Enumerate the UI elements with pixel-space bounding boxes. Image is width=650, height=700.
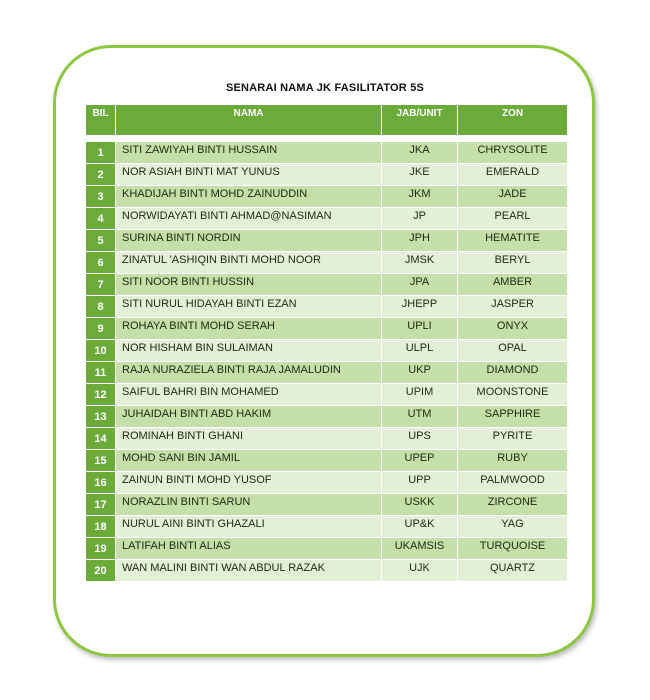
row-department: JKA — [382, 142, 458, 164]
header-jab-unit: JAB/UNIT — [382, 105, 458, 135]
table-row — [86, 494, 567, 516]
row-zone: BERYL — [458, 252, 567, 274]
row-zone: JASPER — [458, 296, 567, 318]
table-row — [86, 164, 567, 186]
row-zone: PALMWOOD — [458, 472, 567, 494]
row-name: ROMINAH BINTI GHANI — [116, 428, 382, 450]
row-department: UJK — [382, 560, 458, 582]
table-row — [86, 296, 567, 318]
row-department: UKAMSIS — [382, 538, 458, 560]
row-department: JHEPP — [382, 296, 458, 318]
table-row — [86, 252, 567, 274]
row-name: SITI NURUL HIDAYAH BINTI EZAN — [116, 296, 382, 318]
row-number: 10 — [86, 340, 116, 362]
row-number: 7 — [86, 274, 116, 296]
table-row — [86, 362, 567, 384]
row-number: 20 — [86, 560, 116, 582]
row-department: UP&K — [382, 516, 458, 538]
row-department: JMSK — [382, 252, 458, 274]
row-zone: AMBER — [458, 274, 567, 296]
row-name: NOR ASIAH BINTI MAT YUNUS — [116, 164, 382, 186]
row-name: SURINA BINTI NORDIN — [116, 230, 382, 252]
table-row — [86, 142, 567, 164]
row-number: 16 — [86, 472, 116, 494]
row-name: NURUL AINI BINTI GHAZALI — [116, 516, 382, 538]
row-name: SAIFUL BAHRI BIN MOHAMED — [116, 384, 382, 406]
row-department: UPEP — [382, 450, 458, 472]
row-name: WAN MALINI BINTI WAN ABDUL RAZAK — [116, 560, 382, 582]
row-department: JPH — [382, 230, 458, 252]
header-bil: BIL — [86, 105, 116, 135]
row-zone: SAPPHIRE — [458, 406, 567, 428]
row-name: ROHAYA BINTI MOHD SERAH — [116, 318, 382, 340]
row-number: 13 — [86, 406, 116, 428]
row-number: 8 — [86, 296, 116, 318]
row-name: ZAINUN BINTI MOHD YUSOF — [116, 472, 382, 494]
table-row — [86, 208, 567, 230]
row-number: 11 — [86, 362, 116, 384]
table-row — [86, 516, 567, 538]
row-number: 6 — [86, 252, 116, 274]
table-row — [86, 384, 567, 406]
row-zone: HEMATITE — [458, 230, 567, 252]
row-department: JP — [382, 208, 458, 230]
row-name: NORWIDAYATI BINTI AHMAD@NASIMAN — [116, 208, 382, 230]
table-row — [86, 186, 567, 208]
row-name: NORAZLIN BINTI SARUN — [116, 494, 382, 516]
row-number: 17 — [86, 494, 116, 516]
facilitator-table — [86, 105, 567, 582]
row-zone: EMERALD — [458, 164, 567, 186]
row-zone: QUARTZ — [458, 560, 567, 582]
row-name: RAJA NURAZIELA BINTI RAJA JAMALUDIN — [116, 362, 382, 384]
row-department: UKP — [382, 362, 458, 384]
row-department: UTM — [382, 406, 458, 428]
row-zone: YAG — [458, 516, 567, 538]
row-department: UPS — [382, 428, 458, 450]
table-row — [86, 318, 567, 340]
row-name: SITI ZAWIYAH BINTI HUSSAIN — [116, 142, 382, 164]
table-header-row — [86, 105, 567, 135]
table-row — [86, 538, 567, 560]
row-department: USKK — [382, 494, 458, 516]
row-number: 2 — [86, 164, 116, 186]
row-name: SITI NOOR BINTI HUSSIN — [116, 274, 382, 296]
row-number: 18 — [86, 516, 116, 538]
row-zone: CHRYSOLITE — [458, 142, 567, 164]
row-name: KHADIJAH BINTI MOHD ZAINUDDIN — [116, 186, 382, 208]
row-number: 15 — [86, 450, 116, 472]
row-zone: PYRITE — [458, 428, 567, 450]
row-zone: MOONSTONE — [458, 384, 567, 406]
row-department: ULPL — [382, 340, 458, 362]
row-number: 14 — [86, 428, 116, 450]
row-number: 12 — [86, 384, 116, 406]
header-zon: ZON — [458, 105, 567, 135]
table-row — [86, 406, 567, 428]
row-number: 1 — [86, 142, 116, 164]
row-number: 4 — [86, 208, 116, 230]
table-body — [86, 135, 567, 582]
row-number: 5 — [86, 230, 116, 252]
table-row — [86, 560, 567, 582]
table-row — [86, 340, 567, 362]
row-zone: JADE — [458, 186, 567, 208]
row-department: UPLI — [382, 318, 458, 340]
row-zone: TURQUOISE — [458, 538, 567, 560]
row-number: 3 — [86, 186, 116, 208]
row-name: NOR HISHAM BIN SULAIMAN — [116, 340, 382, 362]
table-row — [86, 274, 567, 296]
row-name: MOHD SANI BIN JAMIL — [116, 450, 382, 472]
row-name: LATIFAH BINTI ALIAS — [116, 538, 382, 560]
row-zone: PEARL — [458, 208, 567, 230]
document-title: SENARAI NAMA JK FASILITATOR 5S — [225, 82, 425, 94]
row-zone: DIAMOND — [458, 362, 567, 384]
row-zone: OPAL — [458, 340, 567, 362]
table-row — [86, 450, 567, 472]
row-zone: ONYX — [458, 318, 567, 340]
row-department: JKM — [382, 186, 458, 208]
row-department: UPIM — [382, 384, 458, 406]
table-row — [86, 230, 567, 252]
row-number: 19 — [86, 538, 116, 560]
header-nama: NAMA — [116, 105, 382, 135]
row-zone: RUBY — [458, 450, 567, 472]
table-row — [86, 472, 567, 494]
row-number: 9 — [86, 318, 116, 340]
row-department: UPP — [382, 472, 458, 494]
row-zone: ZIRCONE — [458, 494, 567, 516]
row-department: JKE — [382, 164, 458, 186]
row-name: JUHAIDAH BINTI ABD HAKIM — [116, 406, 382, 428]
row-name: ZINATUL 'ASHIQIN BINTI MOHD NOOR — [116, 252, 382, 274]
row-department: JPA — [382, 274, 458, 296]
table-row — [86, 428, 567, 450]
